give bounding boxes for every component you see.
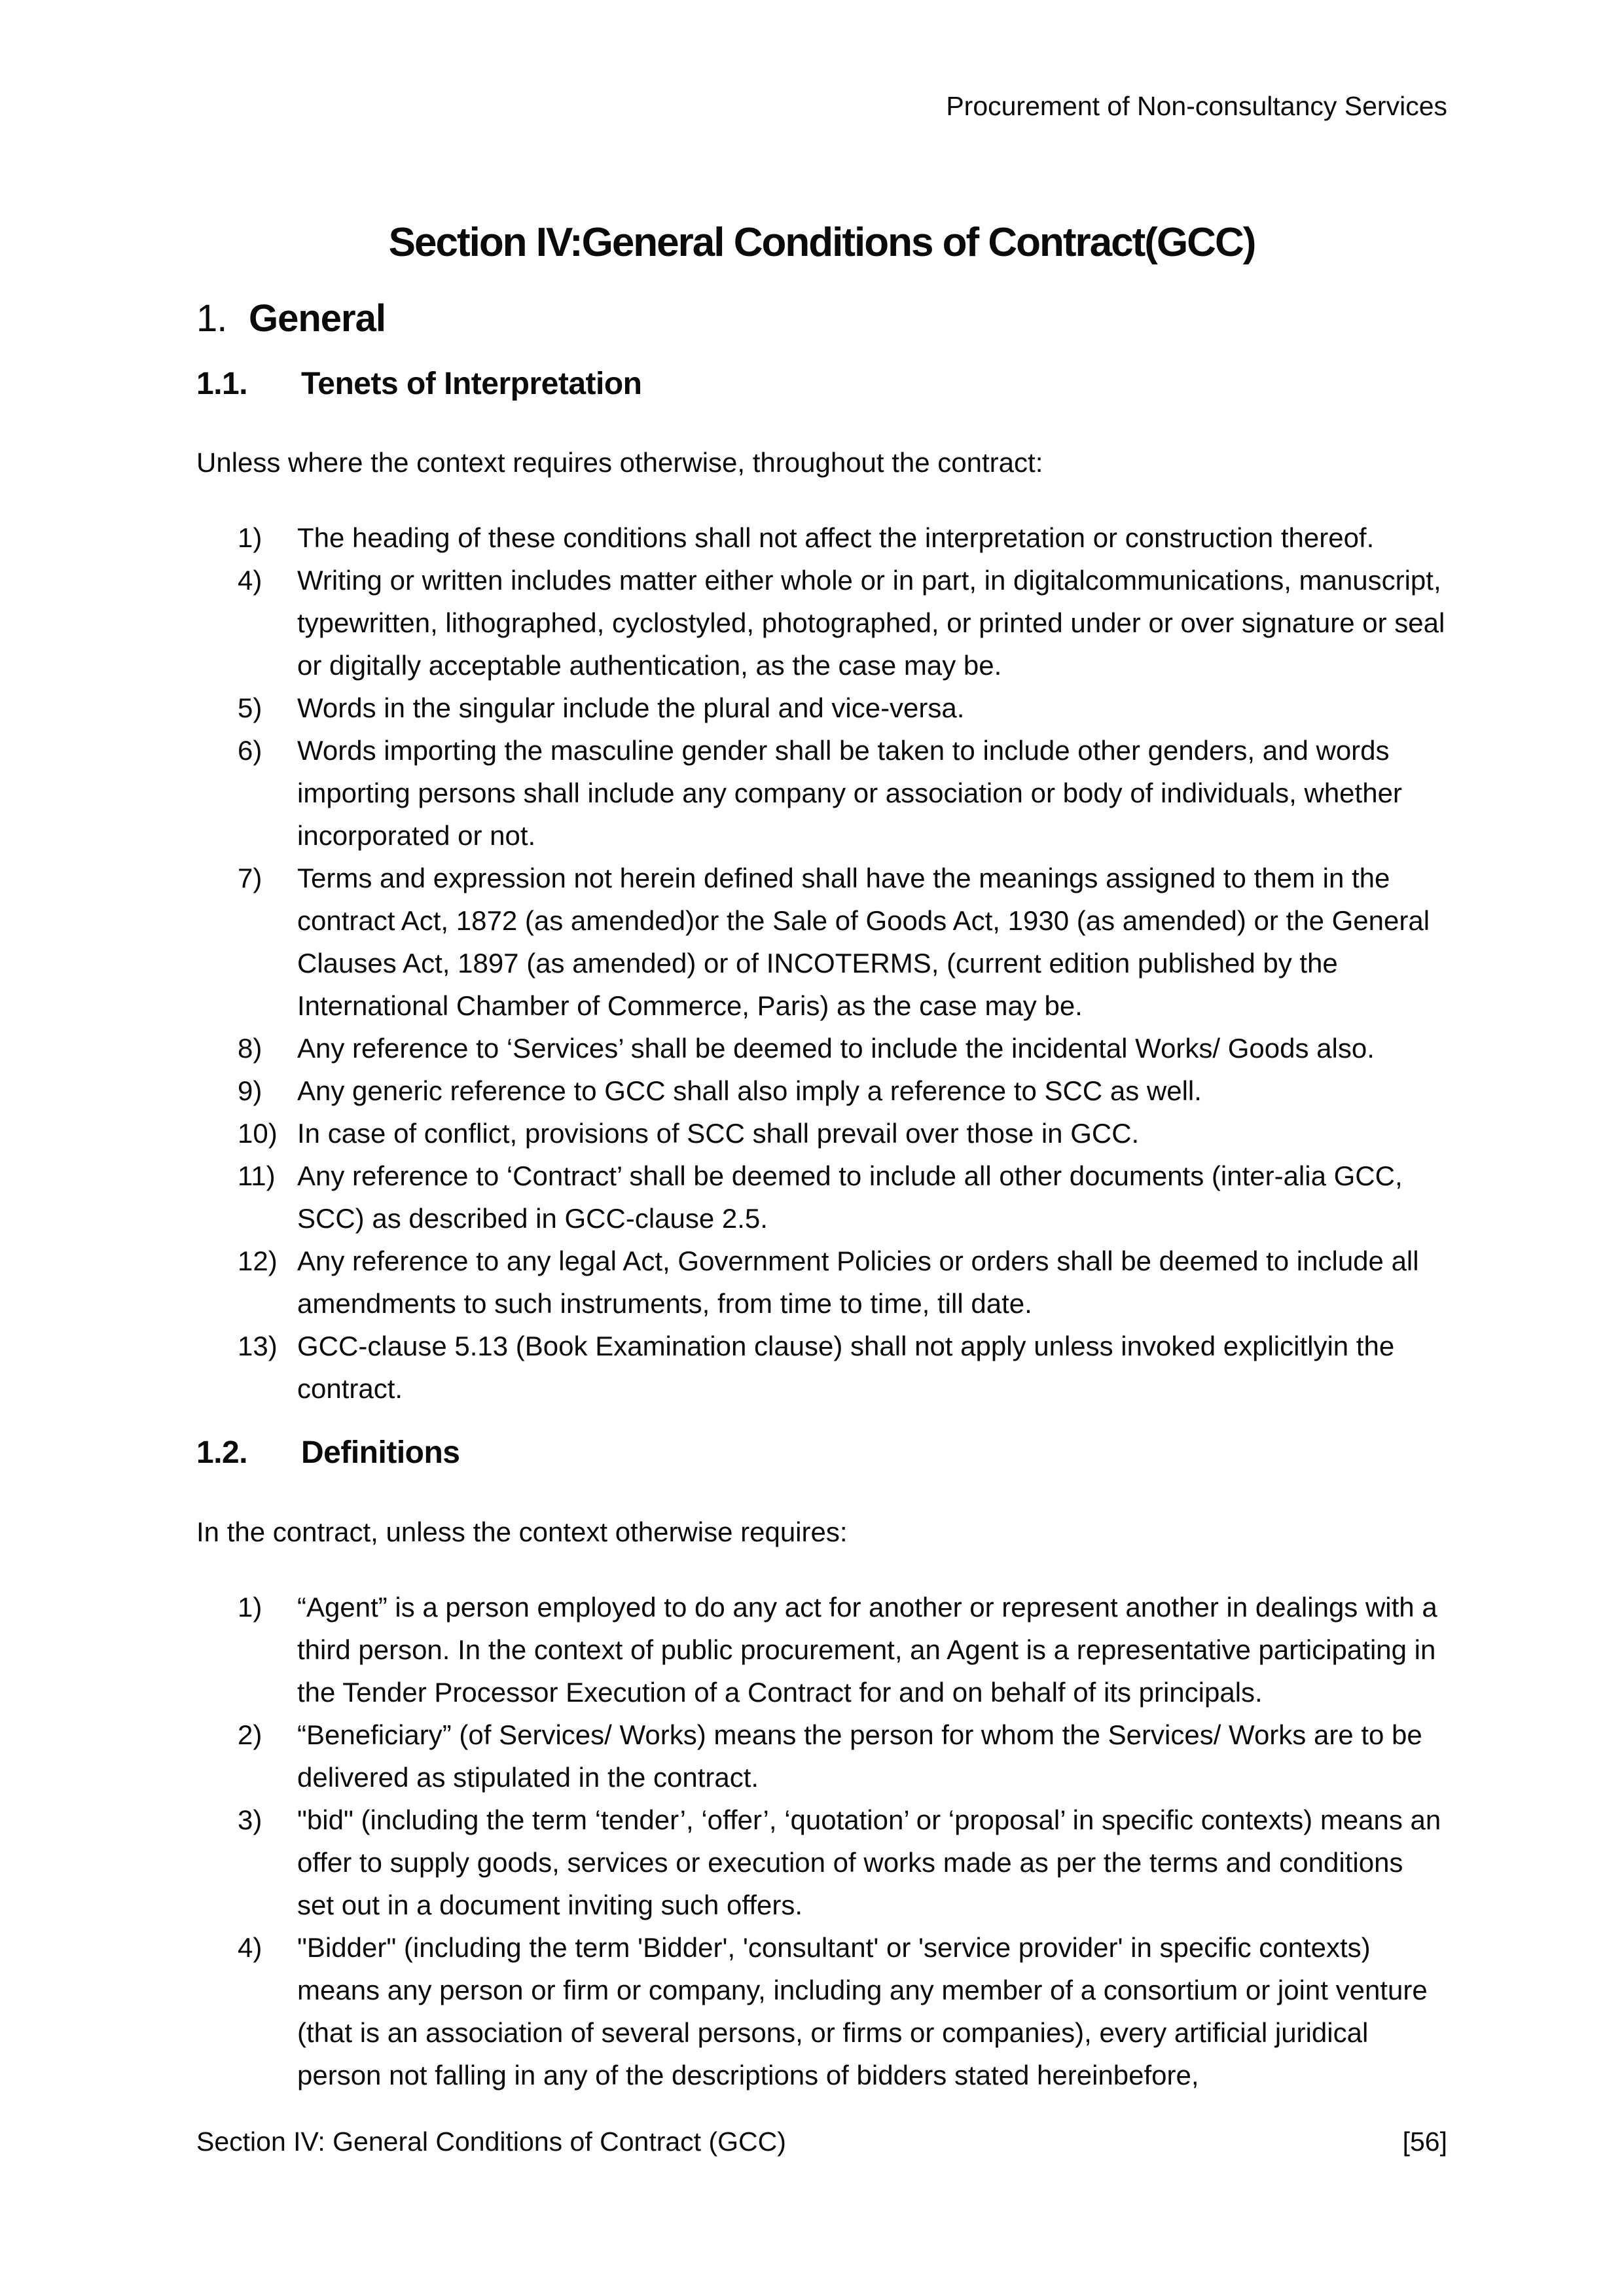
list-item — [196, 1240, 1447, 1325]
list-item-number: 2) — [238, 1719, 262, 1750]
list-item — [196, 1926, 1447, 2096]
list-item-text: Writing or written includes matter either whole or in part, in digitalcommunications, manuscript, typewritten, lithographed, cyclostyled, photographed, or printed under or over signature or seal or digitally acceptable authentication, as the case may be. — [297, 565, 1445, 681]
definitions-intro-paragraph: In the contract, unless the context otherwise requires: — [196, 1516, 848, 1547]
list-item — [196, 1112, 1447, 1155]
list-item-text: "bid" (including the term ‘tender’, ‘offer’, ‘quotation’ or ‘proposal’ in specific contexts) means an offer to supply goods, services or execution of works made as per the terms and conditions set out in a document inviting such offers. — [297, 1804, 1441, 1920]
list-item-text: Words in the singular include the plural and vice-versa. — [297, 692, 965, 724]
list-item-number: 10) — [238, 1118, 278, 1149]
list-item — [196, 559, 1447, 687]
list-item-number: 8) — [238, 1033, 262, 1064]
list-item — [196, 1713, 1447, 1799]
list-item — [196, 516, 1447, 559]
section-heading-text: General — [249, 297, 386, 340]
list-item — [196, 1027, 1447, 1069]
subsection-number: 1.1. — [196, 367, 248, 402]
section-heading-general — [196, 297, 1447, 341]
list-item — [196, 1586, 1447, 1713]
list-item-number: 6) — [238, 735, 262, 766]
document-title: Section IV:General Conditions of Contract(GCC) — [388, 220, 1255, 266]
list-item-number: 1) — [238, 522, 262, 554]
list-item-number: 4) — [238, 565, 262, 596]
list-item-text: Words importing the masculine gender shall be taken to include other genders, and words importing persons shall include any company or association or body of individuals, whether incorporated or not. — [297, 735, 1402, 852]
list-item — [196, 687, 1447, 729]
list-item-number: 9) — [238, 1075, 262, 1107]
list-item-number: 11) — [238, 1160, 276, 1192]
footer-section-title: Section IV: General Conditions of Contract (GCC) — [196, 2126, 786, 2157]
header-text: Procurement of Non-consultancy Services — [946, 91, 1447, 121]
list-item-text: GCC-clause 5.13 (Book Examination clause) shall not apply unless invoked explicitlyin the contract. — [297, 1331, 1395, 1405]
subsection-heading-definitions — [196, 1435, 1447, 1471]
list-item — [196, 729, 1447, 857]
subsection-number: 1.2. — [196, 1435, 248, 1471]
list-item — [196, 1155, 1447, 1240]
list-item — [196, 1069, 1447, 1112]
list-item — [196, 1325, 1447, 1410]
list-item-text: “Beneficiary” (of Services/ Works) means the person for whom the Services/ Works are to be delivered as stipulated in the contract. — [297, 1719, 1422, 1793]
list-item-number: 1) — [238, 1591, 262, 1623]
list-item-number: 12) — [238, 1246, 278, 1277]
list-item-number: 4) — [238, 1931, 262, 1963]
subsection-heading-text: Definitions — [301, 1435, 460, 1471]
list-item-text: In case of conflict, provisions of SCC shall prevail over those in GCC. — [297, 1118, 1140, 1149]
subsection-heading-tenets — [196, 366, 1447, 402]
list-item — [196, 1799, 1447, 1926]
list-item-text: Any reference to ‘Contract’ shall be deemed to include all other documents (inter-alia GCC, SCC) as described in GCC-clause 2.5. — [297, 1160, 1403, 1234]
definitions-list — [196, 1586, 1447, 2096]
section-number: 1. — [196, 297, 227, 340]
list-item-text: “Agent” is a person employed to do any act for another or represent another in dealings with a third person. In the context of public procurement, an Agent is a representative participating in the Tender Processor Execution of a Contract for and on behalf of its principals. — [297, 1591, 1437, 1708]
list-item — [196, 857, 1447, 1027]
list-item-text: Any generic reference to GCC shall also imply a reference to SCC as well. — [297, 1075, 1202, 1107]
footer-page-number: [56] — [1402, 2126, 1447, 2157]
list-item-number: 3) — [238, 1804, 262, 1835]
list-item-text: The heading of these conditions shall not affect the interpretation or construction thereof. — [297, 522, 1375, 554]
list-item-number: 5) — [238, 692, 262, 724]
list-item-text: "Bidder" (including the term 'Bidder', 'consultant' or 'service provider' in specific contexts) means any person or firm or company, including any member of a consortium or joint venture (that is an association of several persons, or firms or companies), every artificial juridical person not falling in any of the descriptions of bidders stated hereinbefore, — [297, 1931, 1428, 2090]
subsection-heading-text: Tenets of Interpretation — [301, 367, 642, 402]
list-item-text: Any reference to any legal Act, Government Policies or orders shall be deemed to include all amendments to such instruments, from time to time, till date. — [297, 1246, 1419, 1319]
tenets-intro-paragraph: Unless where the context requires otherwise, throughout the contract: — [196, 447, 1043, 478]
page-header — [196, 0, 1447, 122]
list-item-number: 13) — [238, 1331, 278, 1362]
page-footer — [196, 2126, 1447, 2158]
list-item-number: 7) — [238, 863, 262, 894]
list-item-text: Terms and expression not herein defined shall have the meanings assigned to them in the contract Act, 1872 (as amended)or the Sale of Goods Act, 1930 (as amended) or the General Clauses Act, 1897 (as amended) or of INCOTERMS, (current edition published by the International Chamber of Commerce, Paris) as the case may be. — [297, 863, 1430, 1022]
list-item-text: Any reference to ‘Services’ shall be deemed to include the incidental Works/ Goods also. — [297, 1033, 1375, 1064]
tenets-list — [196, 516, 1447, 1410]
